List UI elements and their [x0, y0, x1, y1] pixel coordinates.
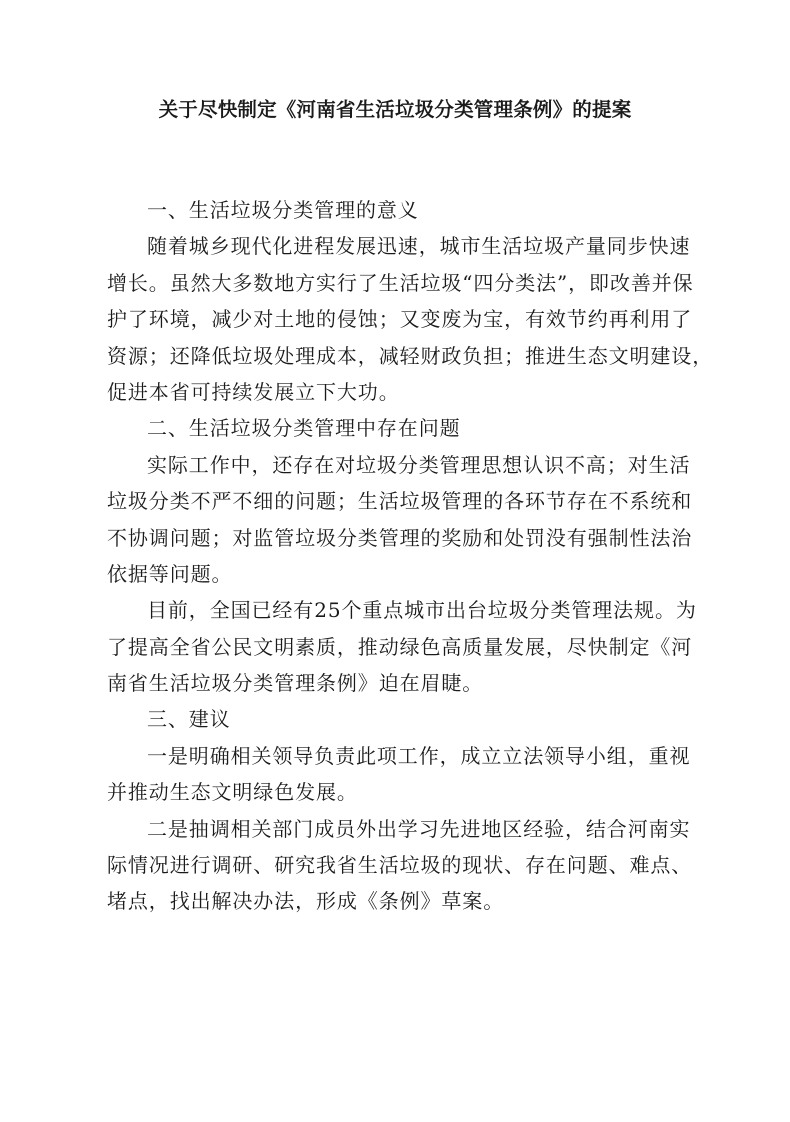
- paragraph-line: 南省生活垃圾分类管理条例》迫在眉睫。: [107, 671, 484, 696]
- paragraph-line: 随着城乡现代化进程发展迅速，城市生活垃圾产量同步快速: [147, 234, 691, 259]
- paragraph-line: 际情况进行调研、研究我省生活垃圾的现状、存在问题、难点、: [107, 853, 693, 878]
- section-heading-2: 二、生活垃圾分类管理中存在问题: [147, 416, 461, 441]
- paragraph-line: 堵点，找出解决办法，形成《条例》草案。: [107, 889, 505, 914]
- paragraph-line: 目前，全国已经有25个重点城市出台垃圾分类管理法规。为: [147, 598, 697, 623]
- section-heading-3: 三、建议: [147, 707, 231, 732]
- paragraph-line: 实际工作中，还存在对垃圾分类管理思想认识不高；对生活: [147, 452, 691, 477]
- paragraph-line: 资源；还降低垃圾处理成本，减轻财政负担；推进生态文明建设，: [107, 343, 714, 368]
- paragraph-line: 二是抽调相关部门成员外出学习先进地区经验，结合河南实: [147, 816, 691, 841]
- paragraph-line: 促进本省可持续发展立下大功。: [107, 379, 400, 404]
- paragraph-line: 垃圾分类不严不细的问题；生活垃圾管理的各环节存在不系统和: [107, 489, 693, 514]
- paragraph-line: 不协调问题；对监管垃圾分类管理的奖励和处罚没有强制性法治: [107, 525, 693, 550]
- section-heading-1: 一、生活垃圾分类管理的意义: [147, 198, 419, 222]
- document-title: 关于尽快制定《河南省生活垃圾分类管理条例》的提案: [158, 98, 632, 121]
- document-body: [107, 192, 714, 920]
- paragraph-line: 护了环境，减少对土地的侵蚀；又变废为宝，有效节约再利用了: [107, 307, 693, 332]
- paragraph-line: 一是明确相关领导负责此项工作，成立立法领导小组，重视: [147, 743, 691, 768]
- paragraph-line: 了提高全省公民文明素质，推动绿色高质量发展，尽快制定《河: [107, 634, 693, 659]
- paragraph-line: 依据等问题。: [107, 561, 233, 586]
- paragraph-line: 并推动生态文明绿色发展。: [107, 780, 358, 805]
- paragraph-line: 增长。虽然大多数地方实行了生活垃圾“四分类法”，即改善并保: [107, 270, 694, 295]
